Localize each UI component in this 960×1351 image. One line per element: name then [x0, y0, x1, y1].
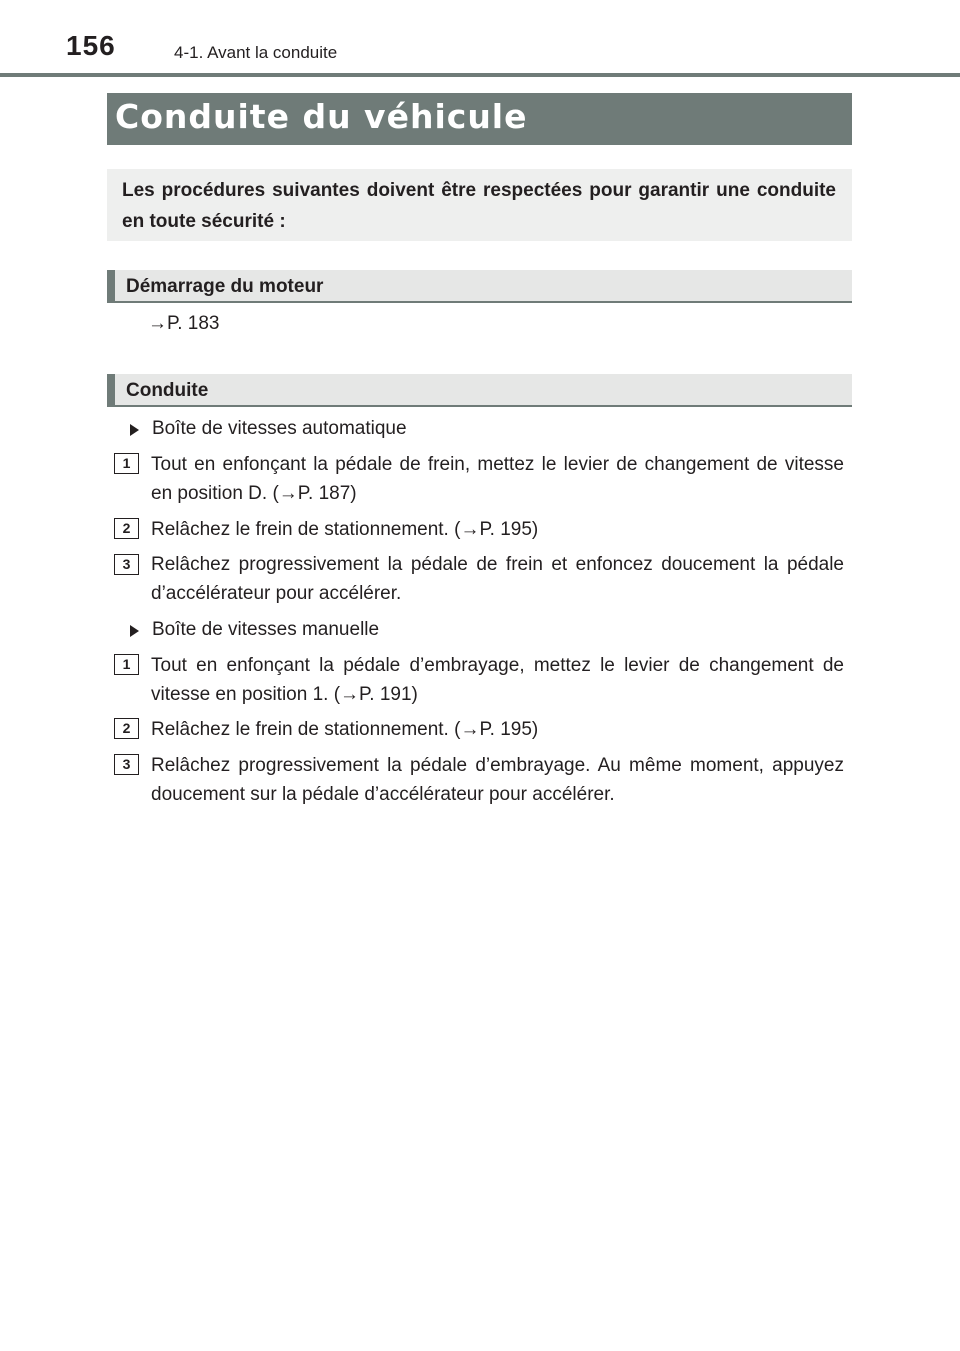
step-number: 2 [114, 718, 139, 739]
triangle-bullet-icon [130, 625, 139, 637]
step-number: 1 [114, 654, 139, 675]
subheading-label: Conduite [126, 380, 209, 401]
step-text: Relâchez progressivement la pédale d’embrayage. Au même moment, appuyez doucement sur la pédale d’accélérateur pour accélérer. [151, 755, 844, 805]
bullet-label: Boîte de vitesses manuelle [152, 619, 380, 640]
intro-box [107, 169, 852, 241]
subheading-accent [107, 374, 115, 407]
step-number: 3 [114, 754, 139, 775]
section-reference: 4-1. Avant la conduite [174, 43, 338, 62]
subheading-accent [107, 270, 115, 303]
bullet-label: Boîte de vitesses automatique [152, 418, 407, 439]
step-number: 3 [114, 554, 139, 575]
step-number: 2 [114, 518, 139, 539]
intro-text: Les procédures suivantes doivent être respectées pour garantir une conduite en toute sécurité : [122, 180, 836, 232]
page-reference-link[interactable]: →P. 183 [148, 313, 220, 334]
subheading-label: Démarrage du moteur [126, 276, 324, 297]
step-text: Tout en enfonçant la pédale d’embrayage, mettez le levier de changement de vitesse en position 1. (→P. 191) [151, 655, 844, 705]
step-text: Relâchez le frein de stationnement. (→P. 195) [151, 719, 539, 740]
page-number: 156 [66, 30, 116, 61]
step-number: 1 [114, 453, 139, 474]
step-text: Relâchez progressivement la pédale de frein et enfoncez doucement la pédale d’accélérateur pour accélérer. [151, 554, 844, 604]
subheading-driving [107, 374, 852, 407]
page-header [0, 0, 960, 78]
triangle-bullet-icon [130, 424, 139, 436]
step-text: Tout en enfonçant la pédale de frein, mettez le levier de changement de vitesse en position D. (→P. 187) [151, 454, 844, 504]
subheading-engine-start [107, 270, 852, 303]
step-text: Relâchez le frein de stationnement. (→P. 195) [151, 519, 539, 540]
page-title: Conduite du véhicule [115, 97, 528, 136]
header-divider [0, 73, 960, 77]
page-title-bar [107, 93, 852, 145]
